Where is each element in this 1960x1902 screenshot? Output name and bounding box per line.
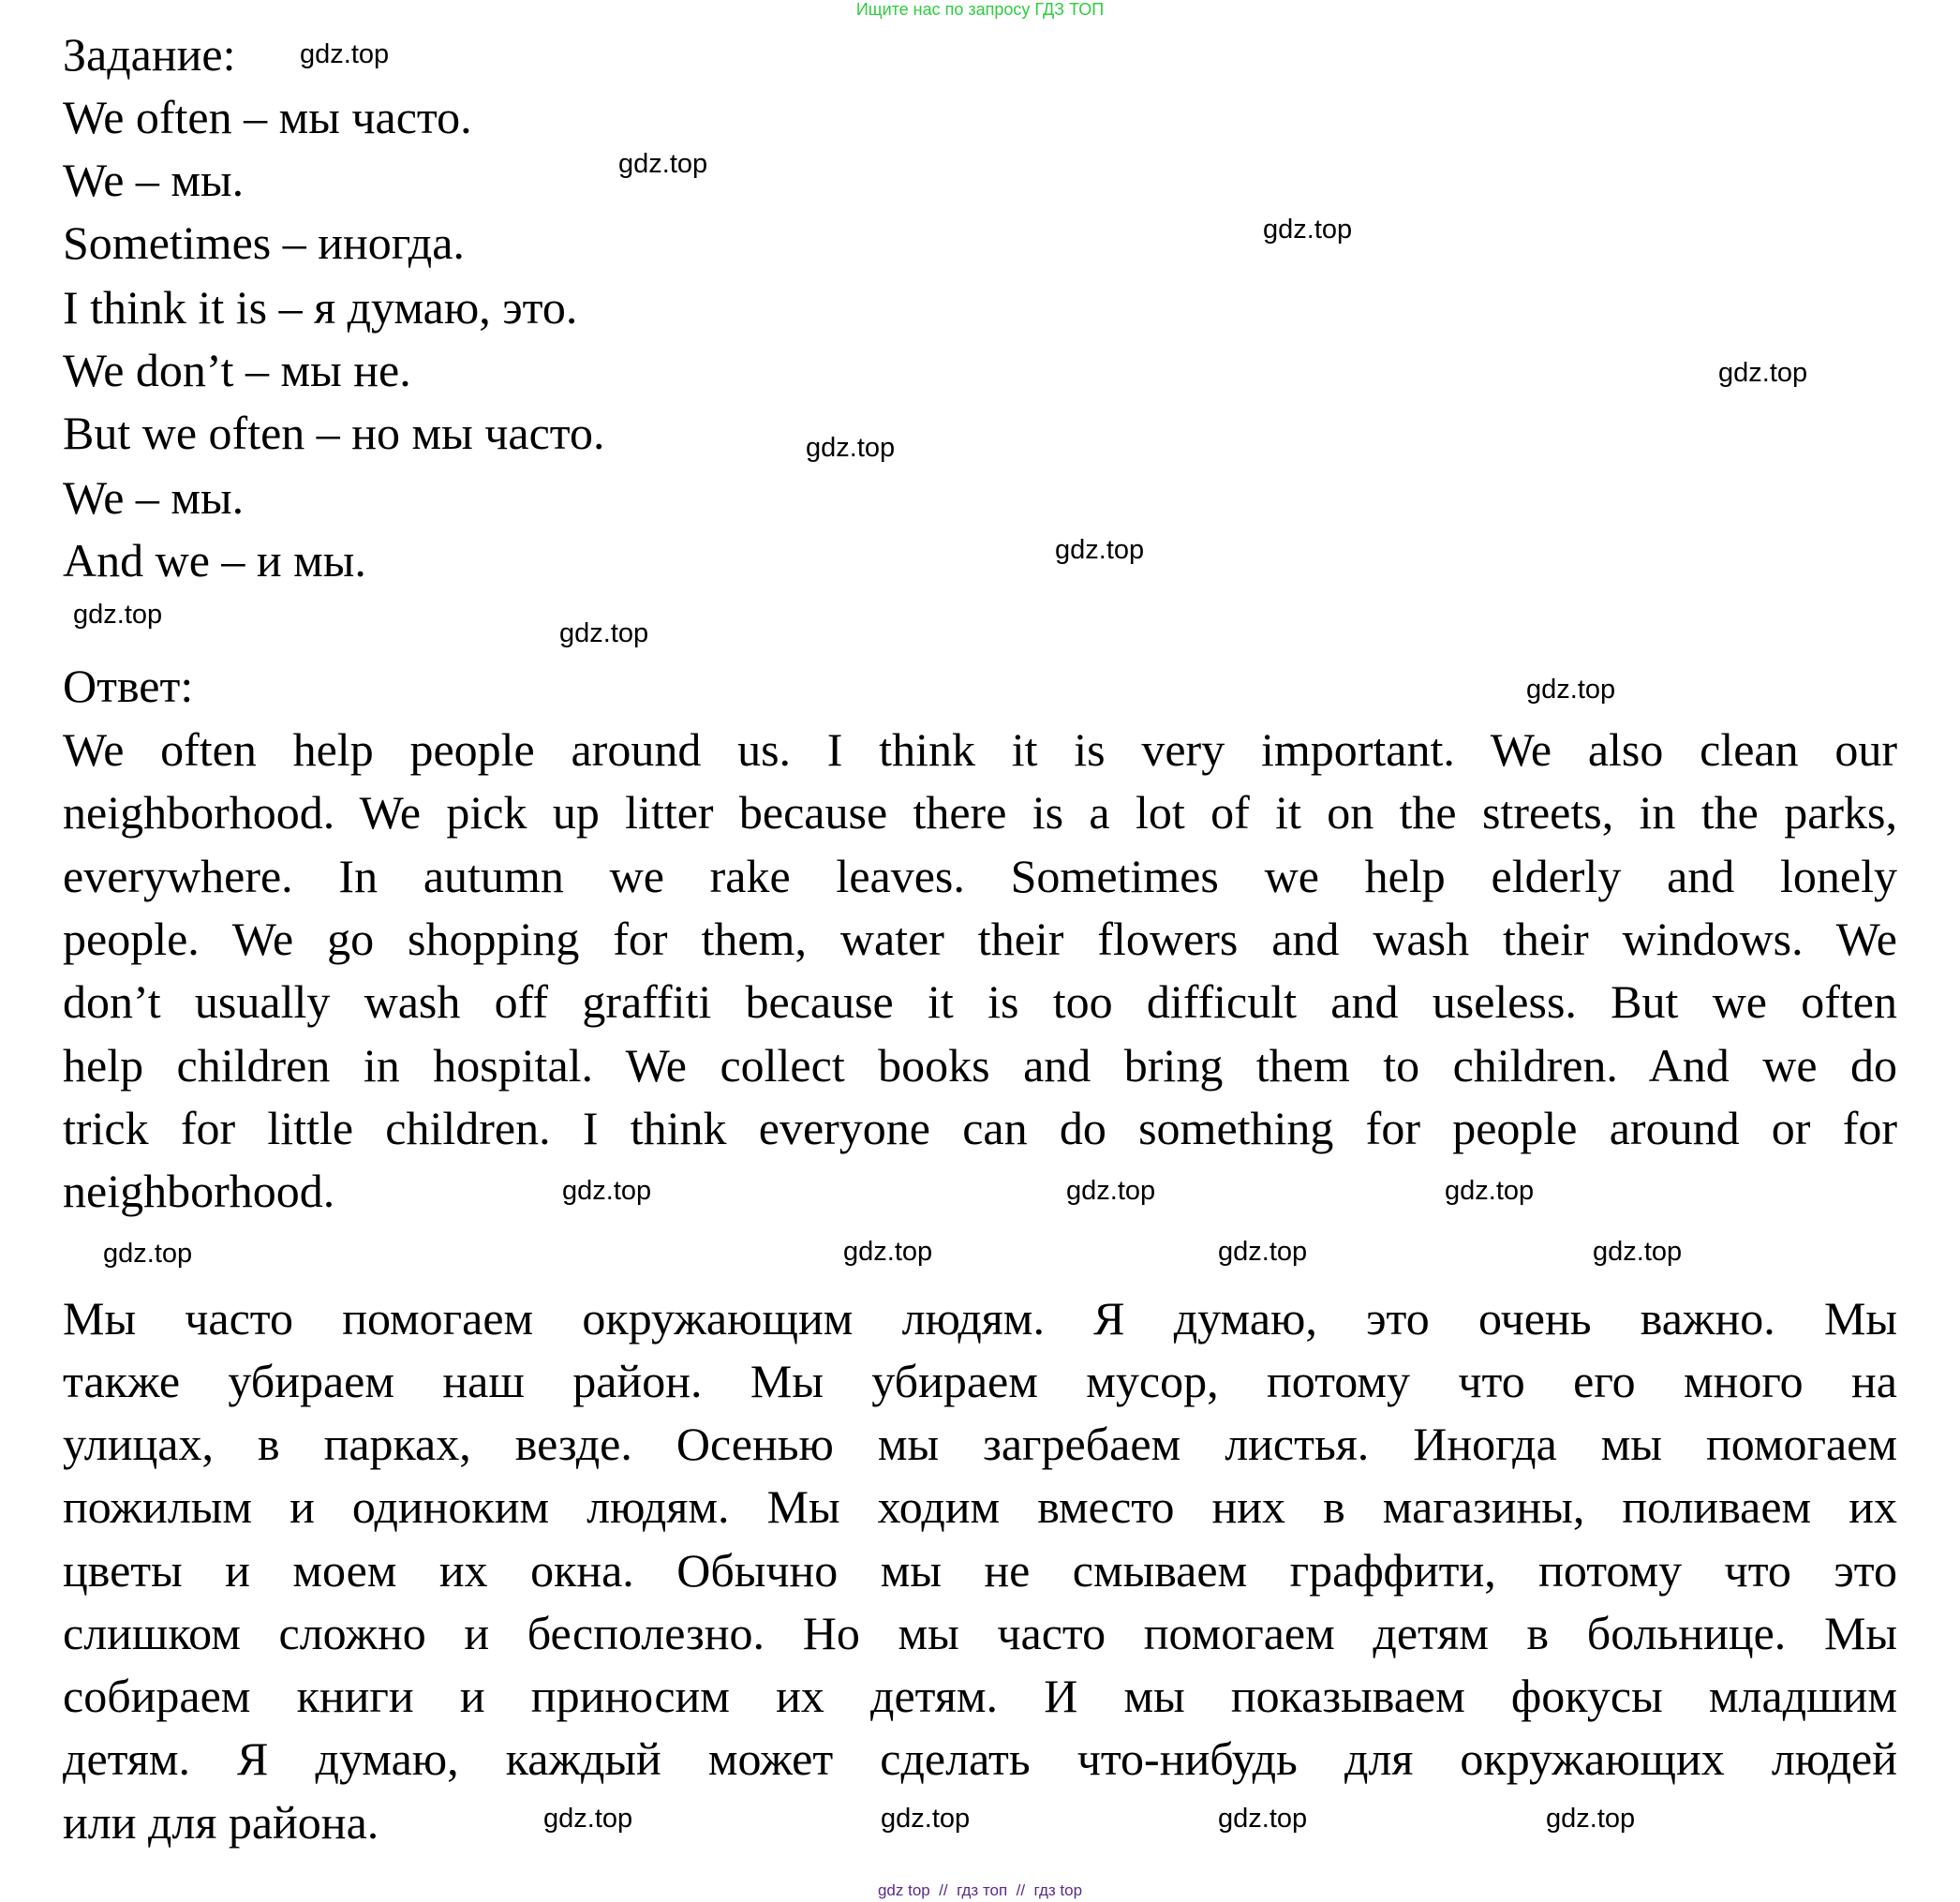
answer-label: Ответ: [63, 660, 194, 712]
english-line: help children in hospital. We collect books and bring them to children. And we do [63, 1039, 1897, 1092]
russian-line: слишком сложно и бесполезно. Но мы часто помогаем детям в больнице. Мы [63, 1607, 1897, 1659]
watermark: gdz.top [618, 149, 708, 179]
russian-line: детям. Я думаю, каждый может сделать что-нибудь для окружающих людей [63, 1732, 1897, 1785]
watermark: gdz.top [103, 1239, 193, 1269]
english-line: trick for little children. I think everyone can do something for people around or for [63, 1102, 1897, 1154]
english-line: We often help people around us. I think it is very important. We also clean our [63, 723, 1897, 776]
watermark: gdz.top [300, 39, 390, 69]
watermark: gdz.top [559, 618, 649, 648]
watermark: gdz.top [1218, 1804, 1308, 1834]
watermark: gdz.top [543, 1804, 633, 1834]
russian-line: пожилым и одиноким людям. Мы ходим вместо них в магазины, поливаем их [63, 1480, 1897, 1533]
watermark: gdz.top [562, 1176, 652, 1206]
watermark: gdz.top [1718, 358, 1808, 388]
task-line: We – мы. [63, 471, 245, 524]
watermark: gdz.top [73, 600, 163, 630]
watermark: gdz.top [1263, 215, 1353, 245]
task-line: I think it is – я думаю, это. [63, 281, 578, 334]
russian-line: собираем книги и приносим их детям. И мы показываем фокусы младшим [63, 1670, 1897, 1722]
russian-line: или для района. [63, 1796, 379, 1849]
watermark: gdz.top [1593, 1237, 1683, 1267]
english-line: everywhere. In autumn we rake leaves. Sometimes we help elderly and lonely [63, 850, 1897, 902]
watermark: gdz.top [1526, 675, 1616, 705]
english-line: people. We go shopping for them, water their flowers and wash their windows. We [63, 913, 1897, 965]
watermark: gdz.top [1546, 1804, 1636, 1834]
english-line: don’t usually wash off graffiti because it is too difficult and useless. But we often [63, 975, 1897, 1028]
russian-line: улицах, в парках, везде. Осенью мы загребаем листья. Иногда мы помогаем [63, 1418, 1897, 1470]
task-line: And we – и мы. [63, 534, 366, 587]
watermark: gdz.top [1445, 1176, 1535, 1206]
task-line: Sometimes – иногда. [63, 216, 465, 269]
watermark: gdz.top [1066, 1176, 1156, 1206]
english-line: neighborhood. We pick up litter because there is a lot of it on the streets, in the parks, [63, 786, 1897, 839]
watermark: gdz.top [1055, 535, 1145, 565]
task-label: Задание: [63, 28, 236, 81]
english-line: neighborhood. [63, 1165, 335, 1217]
russian-line: Мы часто помогаем окружающим людям. Я думаю, это очень важно. Мы [63, 1292, 1897, 1345]
watermark: gdz.top [806, 433, 896, 463]
watermark: gdz.top [881, 1804, 971, 1834]
footer-note: gdz top // гдз топ // гдз top [877, 1881, 1083, 1899]
watermark: gdz.top [843, 1237, 933, 1267]
task-line: We don’t – мы не. [63, 344, 411, 396]
task-line: We often – мы часто. [63, 91, 472, 143]
russian-line: цветы и моем их окна. Обычно мы не смываем граффити, потому что это [63, 1544, 1897, 1597]
russian-line: также убираем наш район. Мы убираем мусор, потому что его много на [63, 1355, 1897, 1407]
task-line: We – мы. [63, 154, 245, 206]
task-line: But we often – но мы часто. [63, 407, 605, 459]
header-note: Ищите нас по запросу ГДЗ ТОП [855, 0, 1105, 19]
watermark: gdz.top [1218, 1237, 1308, 1267]
